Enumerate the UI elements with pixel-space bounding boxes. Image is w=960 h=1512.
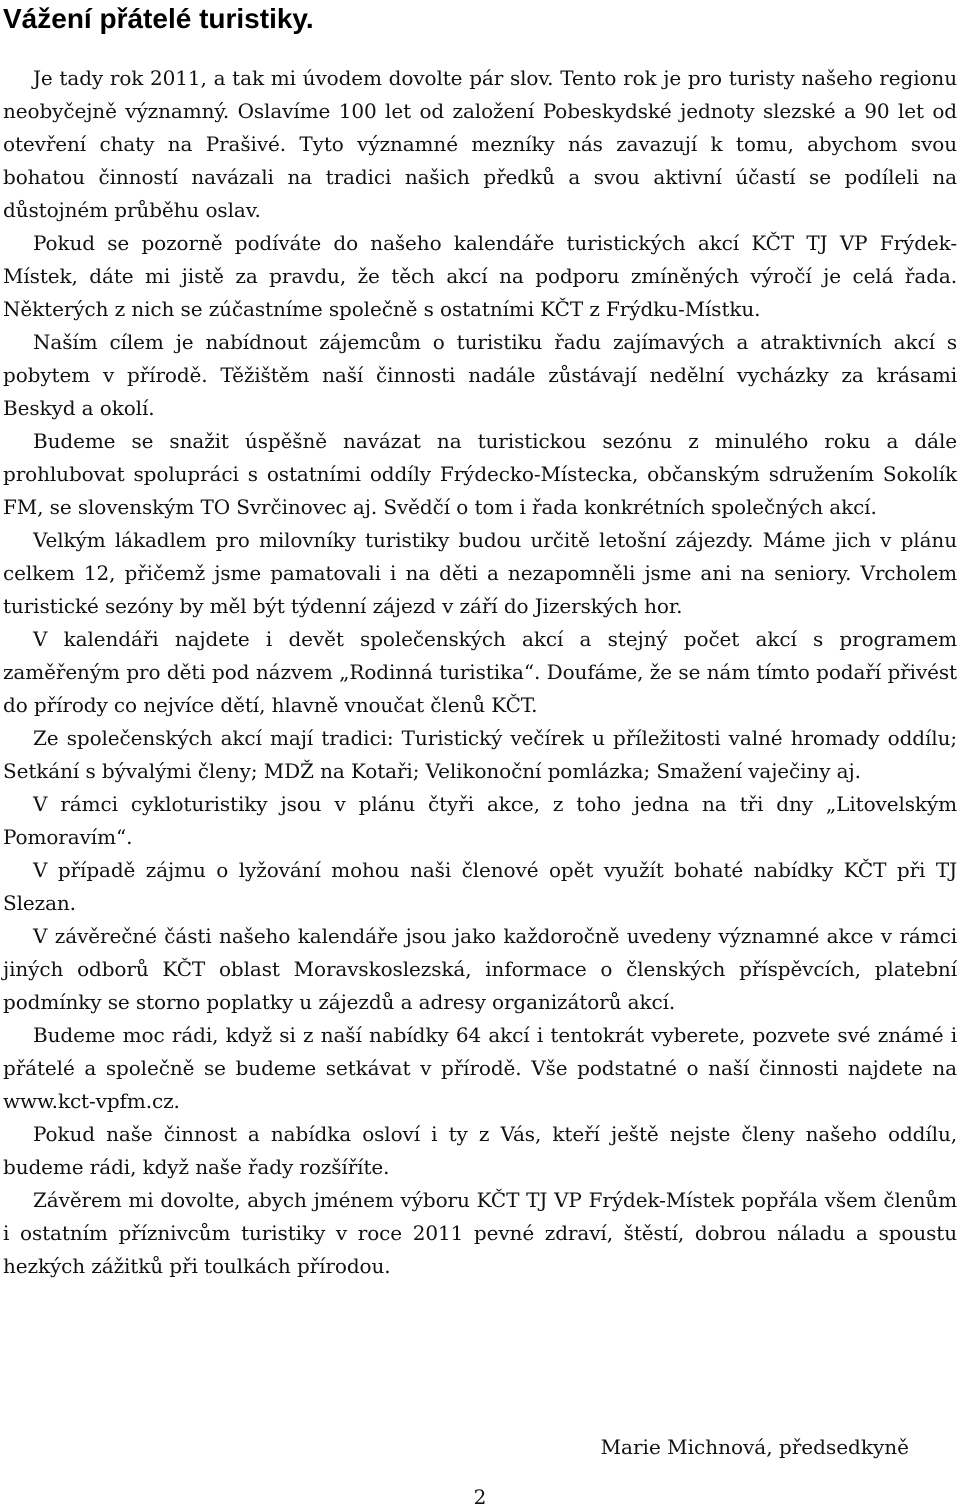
page-number: 2 xyxy=(473,1485,487,1509)
paragraph-4: Budeme se snažit úspěšně navázat na turistickou sezónu z minulého roku a dále prohlubovat spolupráci s ostatními oddíly Frýdecko-Místecka, občanským sdružením Sokolík FM, se slovenským TO Svrčinovec aj. Svědčí o tom i řada konkrétních společných akcí. xyxy=(3,429,957,519)
document-title: Vážení přátelé turistiky. xyxy=(3,3,314,34)
paragraph-12: Pokud naše činnost a nabídka osloví i ty z Vás, kteří ještě nejste členy našeho oddílu, budeme rádi, když naše řady rozšíříte. xyxy=(3,1122,957,1179)
document-page xyxy=(3,0,957,1512)
paragraph-6: V kalendáři najdete i devět společenských akcí a stejný počet akcí s programem zaměřeným pro děti pod názvem „Rodinná turistika“. Doufáme, že se nám tímto podaří přivést do přírody co nejvíce dětí, hlavně vnoučat členů KČT. xyxy=(3,627,957,717)
paragraph-8: V rámci cykloturistiky jsou v plánu čtyři akce, z toho jedna na tři dny „Litovelským Pomoravím“. xyxy=(3,792,957,849)
paragraph-3: Naším cílem je nabídnout zájemcům o turistiku řadu zajímavých a atraktivních akcí s pobytem v přírodě. Těžištěm naší činnosti nadále zůstávají nedělní vycházky za krásami Beskyd a okolí. xyxy=(3,330,957,420)
paragraph-11: Budeme moc rádi, když si z naší nabídky 64 akcí i tentokrát vyberete, pozvete své známé i přátelé a společně se budeme setkávat v přírodě. Vše podstatné o naší činnosti najdete na www.kct-vpfm.cz. xyxy=(3,1023,957,1113)
paragraph-13: Závěrem mi dovolte, abych jménem výboru KČT TJ VP Frýdek-Místek popřála všem členům i ostatním příznivcům turistiky v roce 2011 pevné zdraví, štěstí, dobrou náladu a spoustu hezkých zážitků při toulkách přírodou. xyxy=(3,1188,957,1278)
paragraph-5: Velkým lákadlem pro milovníky turistiky budou určitě letošní zájezdy. Máme jich v plánu celkem 12, přičemž jsme pamatovali i na děti a nezapomněli jsme ani na seniory. Vrcholem turistické sezóny by měl být týdenní zájezd v září do Jizerských hor. xyxy=(3,528,957,618)
paragraph-9: V případě zájmu o lyžování mohou naši členové opět využít bohaté nabídky KČT při TJ Slezan. xyxy=(3,858,957,915)
paragraph-2: Pokud se pozorně podíváte do našeho kalendáře turistických akcí KČT TJ VP Frýdek-Místek, dáte mi jistě za pravdu, že těch akcí na podporu zmíněných výročí je celá řada. Některých z nich se zúčastníme společně s ostatními KČT z Frýdku-Místku. xyxy=(3,231,957,321)
paragraph-10: V závěrečné části našeho kalendáře jsou jako každoročně uvedeny významné akce v rámci jiných odborů KČT oblast Moravskoslezská, informace o členských příspěvcích, platební podmínky se storno poplatky u zájezdů a adresy organizátorů akcí. xyxy=(3,924,957,1014)
document-body xyxy=(3,62,957,1283)
paragraph-7: Ze společenských akcí mají tradici: Turistický večírek u příležitosti valné hromady oddílu; Setkání s bývalými členy; MDŽ na Kotaři; Velikonoční pomlázka; Smažení vaječiny aj. xyxy=(3,726,957,783)
paragraph-1: Je tady rok 2011, a tak mi úvodem dovolte pár slov. Tento rok je pro turisty našeho regionu neobyčejně významný. Oslavíme 100 let od založení Pobeskydské jednoty slezské a 90 let od otevření chaty na Prašivé. Tyto významné mezníky nás zavazují k tomu, abychom svou bohatou činností navázali na tradici našich předků a svou aktivní účastí se podíleli na důstojném průběhu oslav. xyxy=(3,66,957,222)
signature: Marie Michnová, předsedkyně xyxy=(600,1435,909,1459)
